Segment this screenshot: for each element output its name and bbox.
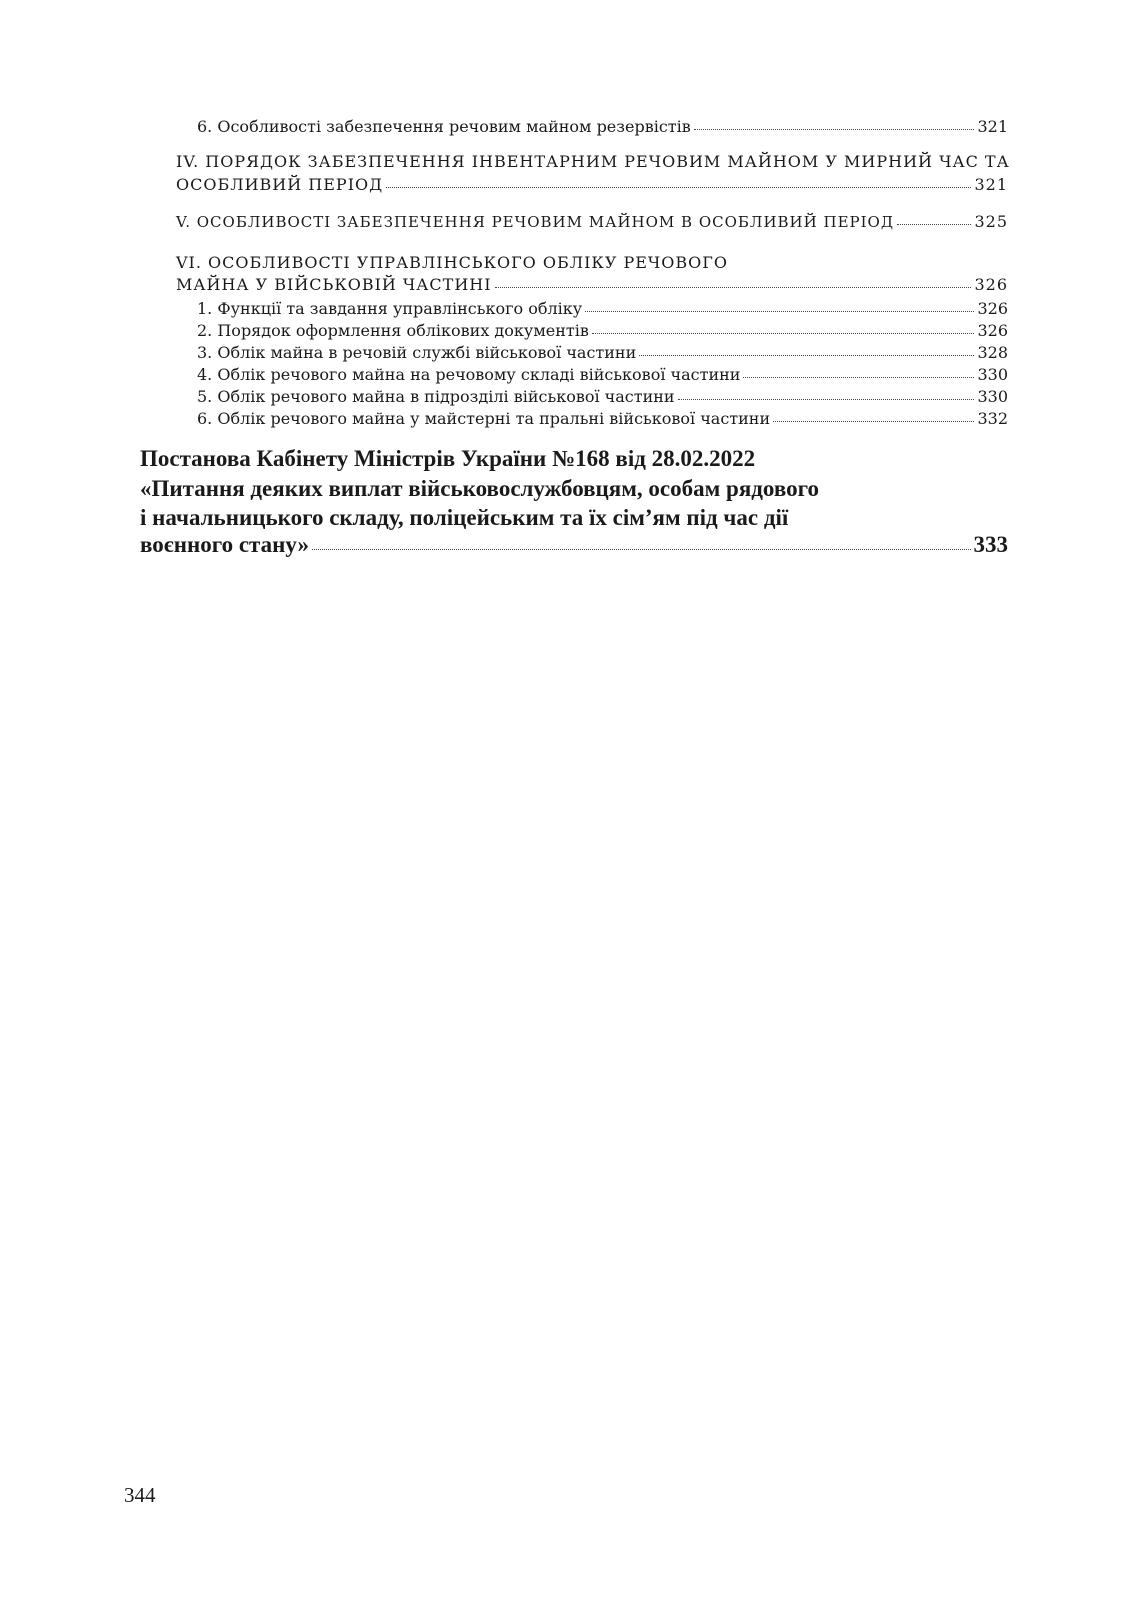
toc-entry xyxy=(197,387,1008,406)
toc-entry-title: 5. Облік речового майна в підрозділі військової частини xyxy=(197,387,675,406)
dot-leader xyxy=(897,224,971,225)
page-number: 344 xyxy=(124,1483,156,1507)
dot-leader xyxy=(639,355,974,356)
toc-entry xyxy=(197,321,1008,340)
toc-entry-title: 3. Облік майна в речовій службі військової частини xyxy=(197,343,637,362)
toc-entry-reservists xyxy=(197,117,1008,136)
toc-entry-title: 6. Особливості забезпечення речовим майном резервістів xyxy=(197,117,691,136)
toc-resolution-line2: «Питання деяких виплат військовослужбовцям, особам рядового xyxy=(140,476,819,501)
dot-leader xyxy=(694,129,975,130)
toc-entry xyxy=(197,299,1008,318)
toc-entry-page: 330 xyxy=(977,365,1008,384)
toc-section-page: 321 xyxy=(974,175,1008,194)
dot-leader xyxy=(678,399,975,400)
toc-entry-page: 332 xyxy=(977,409,1008,428)
toc-section-iv xyxy=(176,175,1008,194)
dot-leader xyxy=(743,377,974,378)
toc-section-vi-line1: VI. ОСОБЛИВОСТІ УПРАВЛІНСЬКОГО ОБЛІКУ РЕЧОВОГО xyxy=(176,253,728,272)
toc-entry-title: 2. Порядок оформлення облікових документів xyxy=(197,321,589,340)
toc-section-title: V. ОСОБЛИВОСТІ ЗАБЕЗПЕЧЕННЯ РЕЧОВИМ МАЙНОМ В ОСОБЛИВИЙ ПЕРІОД xyxy=(176,213,895,231)
toc-resolution-line1: Постанова Кабінету Міністрів України №168 від 28.02.2022 xyxy=(140,446,756,471)
dot-leader xyxy=(773,421,974,422)
toc-entry-title: 6. Облік речового майна у майстерні та пральні військової частини xyxy=(197,409,771,428)
toc-entry-page: 328 xyxy=(977,343,1008,362)
dot-leader xyxy=(585,311,974,312)
toc-section-page: 325 xyxy=(974,212,1008,231)
toc-entry xyxy=(197,365,1008,384)
dot-leader xyxy=(495,287,972,288)
toc-section-title: ОСОБЛИВИЙ ПЕРІОД xyxy=(176,175,384,194)
toc-entry xyxy=(197,409,1008,428)
toc-section-title: МАЙНА У ВІЙСЬКОВІЙ ЧАСТИНІ xyxy=(176,275,492,294)
toc-resolution-line3: і начальницького складу, поліцейським та їх сім’ям під час дії xyxy=(140,505,789,530)
toc-section-v xyxy=(176,212,1008,231)
toc-entry-page: 321 xyxy=(977,117,1008,136)
toc-entry xyxy=(197,343,1008,362)
toc-section-page: 326 xyxy=(974,275,1008,294)
toc-resolution-title: воєнного стану» xyxy=(140,532,309,557)
dot-leader xyxy=(312,549,971,550)
toc-resolution xyxy=(140,532,1008,558)
toc-section-vi xyxy=(176,275,1008,294)
toc-entry-page: 326 xyxy=(977,299,1008,318)
dot-leader xyxy=(592,333,975,334)
toc-entry-title: 1. Функції та завдання управлінського обліку xyxy=(197,299,583,318)
toc-entry-title: 4. Облік речового майна на речовому складі військової частини xyxy=(197,365,741,384)
toc-section-iv-line1: IV. ПОРЯДОК ЗАБЕЗПЕЧЕННЯ ІНВЕНТАРНИМ РЕЧОВИМ МАЙНОМ У МИРНИЙ ЧАС ТА xyxy=(176,152,1010,171)
toc-resolution-page: 333 xyxy=(973,532,1008,557)
dot-leader xyxy=(386,187,971,188)
toc-entry-page: 326 xyxy=(977,321,1008,340)
toc-entry-page: 330 xyxy=(977,387,1008,406)
